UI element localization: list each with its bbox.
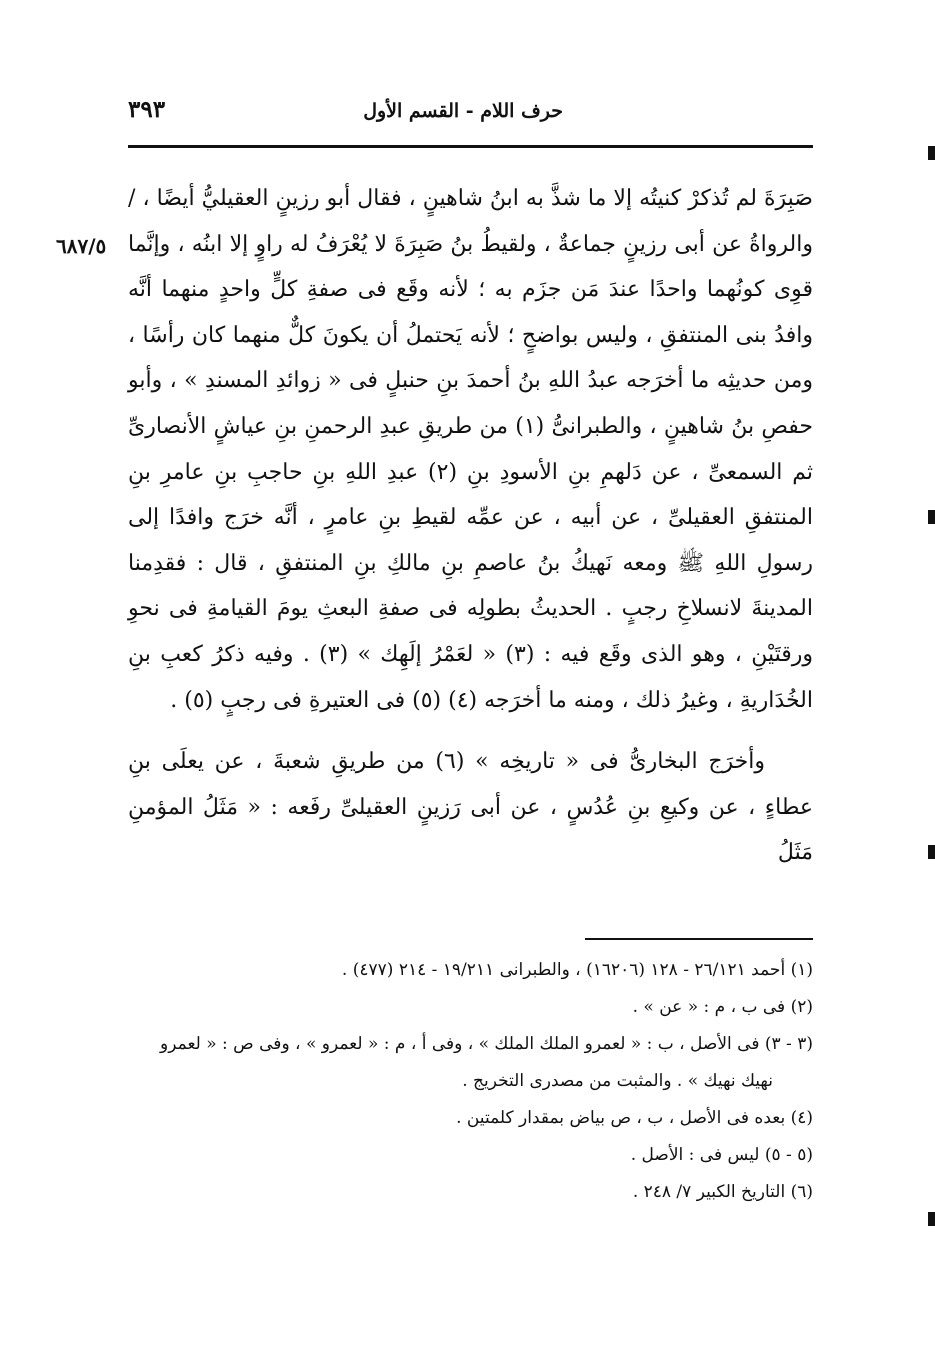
body-paragraph-1: صَبِرَةَ لم تُذكرْ كنيتُه إلا ما شذَّ به ابنُ شاهينٍ ، فقال أبو رزينٍ العقيليُّ أيضًا ، /والرواةُ عن أبى رزينٍ جماعةٌ ، ولقيطُ بنُ صَبِرَةَ لا يُعْرَفُ له راوٍ إلا ابنُه ، وإنَّما قوِى كونُهما واحدًا عندَ مَن جزَم به ؛ لأنه وقَع فى صفةِ كلٍّ واحدٍ منهما أنَّه وافدُ بنى المنتفقِ ، وليس بواضحٍ ؛ لأنه يَحتملُ أن يكونَ كلٌّ منهما كان رأسًا ، ومن حديثِه ما أخرَجه عبدُ اللهِ بنُ أحمدَ بنِ حنبلٍ فى « زوائدِ المسندِ » ، وأبو حفصِ بنُ شاهينٍ ، والطبرانىُّ (١) من طريقِ عبدِ الرحمنِ بنِ عياشٍ الأنصارىِّ ثم السمعىِّ ، عن دَلهمِ بنِ الأسودِ بنِ (٢) عبدِ اللهِ بنِ حاجبِ بنِ عامرِ بنِ المنتفقِ العقيلىِّ ، عن أبيه ، عن عمِّه لقيطِ بنِ عامرٍ ، أنَّه خرَج وافدًا إلى رسولِ اللهِ ﷺ ومعه نَهيكُ بنُ عاصمِ بنِ مالكِ بنِ المنتفقِ ، قال : فقدِمنا المدينةَ لانسلاخِ رجبٍ . الحديثُ بطولِه فى صفةِ البعثِ يومَ القيامةِ فى نحوِ ورقتَيْنِ ، وهو الذى وقَع فيه : (٣) « لعَمْرُ إلَهِك » (٣) . وفيه ذكرُ كعبِ بنِ الخُدَاريةِ ، وغيرُ ذلك ، ومنه ما أخرَجه (٤) (٥) فى العتيرةِ فى رجبٍ (٥) . (128, 186, 813, 713)
running-title: حرف اللام - القسم الأول (363, 100, 563, 122)
footnote-3: (٣ - ٣) فى الأصل ، ب : « لعمرو الملك الملك » ، وفى أ ، م : « لعمرو » ، وفى ص : « لعمرو (160, 1034, 813, 1054)
main-text (128, 176, 813, 876)
scan-edge-mark (928, 510, 935, 524)
scan-edge-mark (928, 845, 935, 859)
footnotes (128, 952, 813, 1211)
footnote-rule (585, 938, 813, 940)
footnote-4: (٤) بعده فى الأصل ، ب ، ص بياض بمقدار كلمتين . (456, 1108, 813, 1128)
footnote-6: (٦) التاريخ الكبير ٧/ ٢٤٨ . (632, 1182, 813, 1202)
footnote-5: (٥ - ٥) ليس فى : الأصل . (630, 1145, 813, 1165)
scan-edge-mark (928, 146, 935, 160)
scan-edge-mark (928, 1212, 935, 1226)
footnote-1: (١) أحمد ٢٦/١٢١ - ١٢٨ (١٦٢٠٦) ، والطبرانى ١٩/٢١١ - ٢١٤ (٤٧٧) . (341, 960, 813, 980)
body-paragraph-2: وأخرَج البخارىُّ فى « تاريخِه » (٦) من طريقِ شعبةَ ، عن يعلَى بنِ عطاءٍ ، عن وكيعِ بنِ عُدُسٍ ، عن أبى رَزينٍ العقيلىِّ رفَعه : « مَثَلُ المؤمنِ مَثَلُ (128, 749, 813, 866)
page-header (128, 96, 813, 136)
footnote-3-continued: نهيك نهيك » . والمثبت من مصدرى التخريج . (462, 1071, 773, 1091)
footnote-2: (٢) فى ب ، م : « عن » . (632, 997, 813, 1017)
margin-reference: ٦٨٧/٥ (56, 234, 107, 258)
header-rule (128, 145, 813, 148)
page-number: ٣٩٣ (128, 96, 166, 123)
